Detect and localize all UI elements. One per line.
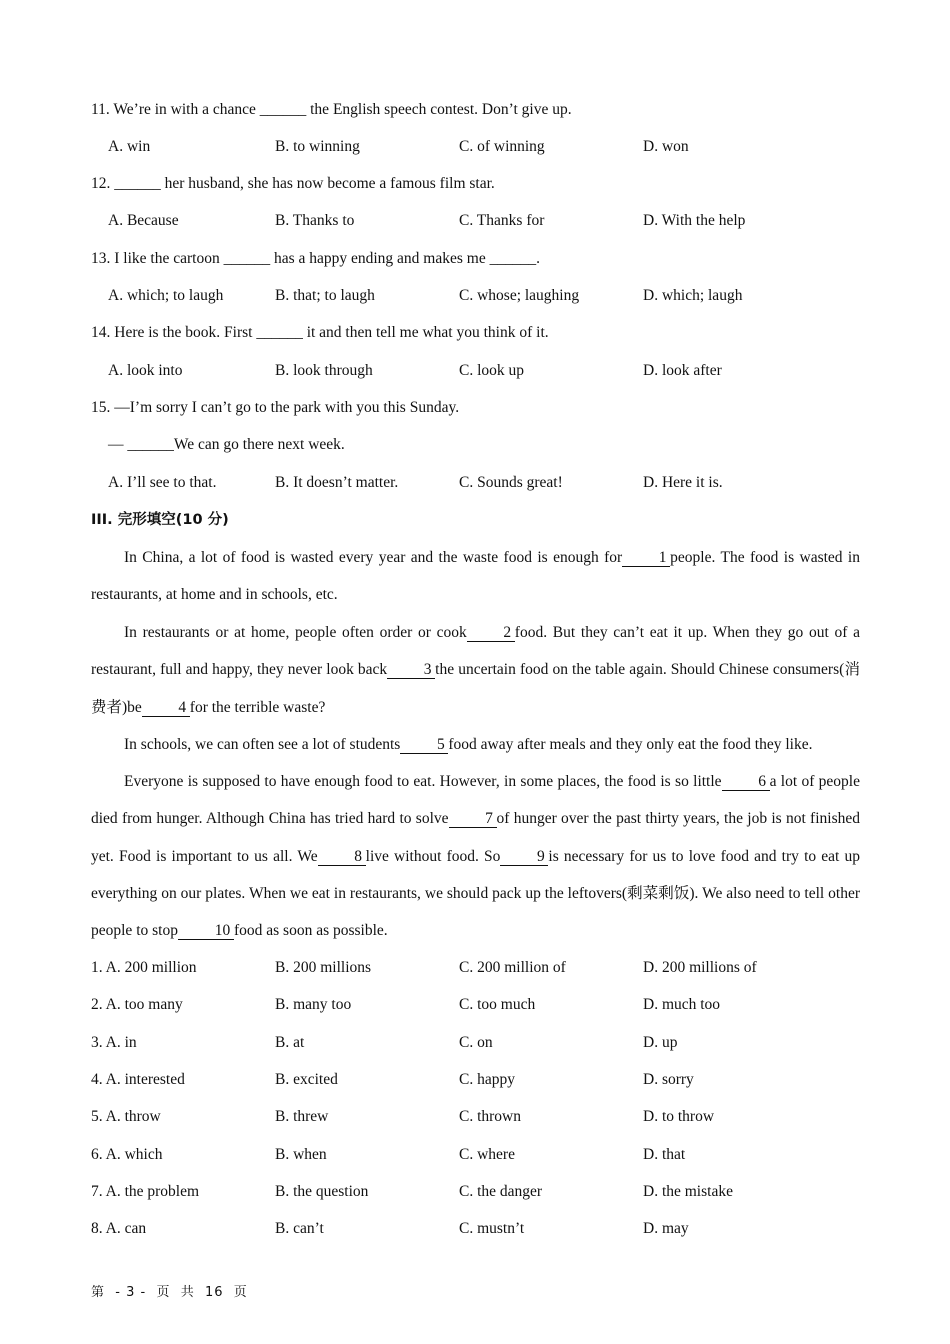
- cloze-6-option-a: 6. A. which: [91, 1146, 163, 1163]
- question-12-stem: 12. ______ her husband, she has now become a famous film star.: [91, 175, 495, 192]
- cloze-1-option-a: 1. A. 200 million: [91, 959, 197, 976]
- q12-option-a: A. Because: [108, 212, 179, 229]
- q11-option-d: D. won: [643, 138, 689, 155]
- cloze-4-option-c: C. happy: [459, 1071, 515, 1088]
- q14-option-d: D. look after: [643, 362, 722, 379]
- passage-paragraph-1: In China, a lot of food is wasted every year and the waste food is enough for 1 people. The food is wasted in restaurants, at home and in schools, etc.: [91, 549, 860, 604]
- cloze-blank-4: 4: [142, 699, 190, 717]
- cloze-blank-6: 6: [722, 773, 770, 791]
- q15-option-b: B. It doesn’t matter.: [275, 474, 399, 491]
- section-heading: III. 完形填空(10 分): [91, 512, 229, 528]
- cloze-4-option-b: B. excited: [275, 1071, 338, 1088]
- q11-option-b: B. to winning: [275, 138, 360, 155]
- q15-option-c: C. Sounds great!: [459, 474, 563, 491]
- cloze-blank-8: 8: [318, 848, 366, 866]
- q13-option-b: B. that; to laugh: [275, 287, 375, 304]
- cloze-blank-2: 2: [467, 624, 515, 642]
- question-11-stem: 11. We’re in with a chance ______ the English speech contest. Don’t give up.: [91, 101, 572, 118]
- cloze-blank-10: 10: [178, 922, 234, 940]
- question-14-stem: 14. Here is the book. First ______ it and then tell me what you think of it.: [91, 324, 549, 341]
- cloze-6-option-d: D. that: [643, 1146, 686, 1163]
- question-15-stem: 15. —I’m sorry I can’t go to the park with you this Sunday.: [91, 399, 460, 416]
- page-footer: 第 - 3 - 页 共 16 页: [91, 1285, 248, 1300]
- cloze-3-option-b: B. at: [275, 1034, 305, 1051]
- q13-option-a: A. which; to laugh: [108, 287, 224, 304]
- q12-option-b: B. Thanks to: [275, 212, 355, 229]
- cloze-5-option-c: C. thrown: [459, 1108, 521, 1125]
- cloze-6-option-b: B. when: [275, 1146, 327, 1163]
- q14-option-b: B. look through: [275, 362, 373, 379]
- passage-paragraph-3: In schools, we can often see a lot of students 5 food away after meals and they only eat the food they like.: [124, 736, 813, 753]
- cloze-8-option-a: 8. A. can: [91, 1220, 147, 1237]
- cloze-7-option-c: C. the danger: [459, 1183, 543, 1200]
- q12-option-d: D. With the help: [643, 212, 746, 229]
- cloze-blank-1: 1: [622, 549, 670, 567]
- passage-paragraph-2: In restaurants or at home, people often order or cook 2 food. But they can’t eat it up. When they go out of a restaurant, full and happy, they never look back 3 the uncertain food on the table again. Should Chinese consumers(消费者)be 4 for the terrible waste?: [91, 624, 860, 716]
- cloze-5-option-b: B. threw: [275, 1108, 329, 1125]
- cloze-7-option-a: 7. A. the problem: [91, 1183, 200, 1200]
- cloze-4-option-d: D. sorry: [643, 1071, 694, 1088]
- q13-option-d: D. which; laugh: [643, 287, 743, 304]
- cloze-blank-9: 9: [500, 848, 548, 866]
- cloze-3-option-d: D. up: [643, 1034, 678, 1051]
- cloze-blank-5: 5: [400, 736, 448, 754]
- cloze-5-option-a: 5. A. throw: [91, 1108, 161, 1125]
- cloze-3-option-c: C. on: [459, 1034, 493, 1051]
- passage-paragraph-4: Everyone is supposed to have enough food to eat. However, in some places, the food is so little 6 a lot of people died from hunger. Although China has tried hard to solve 7 of hunger over the past thirty years, the job is not finished yet. Food is important to us all. We 8 live without food. So 9 is necessary for us to love food and try to eat up everything on our plates. When we eat in restaurants, we should pack up the leftovers(剩菜剩饭). We also need to tell other people to stop 10 food as soon as possible.: [91, 773, 861, 940]
- cloze-1-option-b: B. 200 millions: [275, 959, 372, 976]
- cloze-2-option-b: B. many too: [275, 996, 352, 1013]
- cloze-blank-3: 3: [387, 661, 435, 679]
- q15-option-d: D. Here it is.: [643, 474, 723, 491]
- cloze-2-option-c: C. too much: [459, 996, 536, 1013]
- q11-option-a: A. win: [108, 138, 151, 155]
- cloze-8-option-d: D. may: [643, 1220, 689, 1237]
- cloze-7-option-d: D. the mistake: [643, 1183, 733, 1200]
- q13-option-c: C. whose; laughing: [459, 287, 580, 304]
- cloze-5-option-d: D. to throw: [643, 1108, 715, 1125]
- cloze-8-option-c: C. mustn’t: [459, 1220, 525, 1237]
- cloze-7-option-b: B. the question: [275, 1183, 369, 1200]
- cloze-3-option-a: 3. A. in: [91, 1034, 137, 1051]
- q11-option-c: C. of winning: [459, 138, 545, 155]
- cloze-2-option-d: D. much too: [643, 996, 721, 1013]
- question-13-stem: 13. I like the cartoon ______ has a happy ending and makes me ______.: [91, 250, 540, 267]
- q14-option-c: C. look up: [459, 362, 525, 379]
- cloze-6-option-c: C. where: [459, 1146, 515, 1163]
- cloze-1-option-c: C. 200 million of: [459, 959, 566, 976]
- cloze-1-option-d: D. 200 millions of: [643, 959, 757, 976]
- cloze-4-option-a: 4. A. interested: [91, 1071, 185, 1088]
- question-15-reply: — ______We can go there next week.: [108, 436, 345, 453]
- q12-option-c: C. Thanks for: [459, 212, 545, 229]
- q14-option-a: A. look into: [108, 362, 183, 379]
- cloze-8-option-b: B. can’t: [275, 1220, 324, 1237]
- q15-option-a: A. I’ll see to that.: [108, 474, 217, 491]
- cloze-blank-7: 7: [449, 810, 497, 828]
- cloze-2-option-a: 2. A. too many: [91, 996, 183, 1013]
